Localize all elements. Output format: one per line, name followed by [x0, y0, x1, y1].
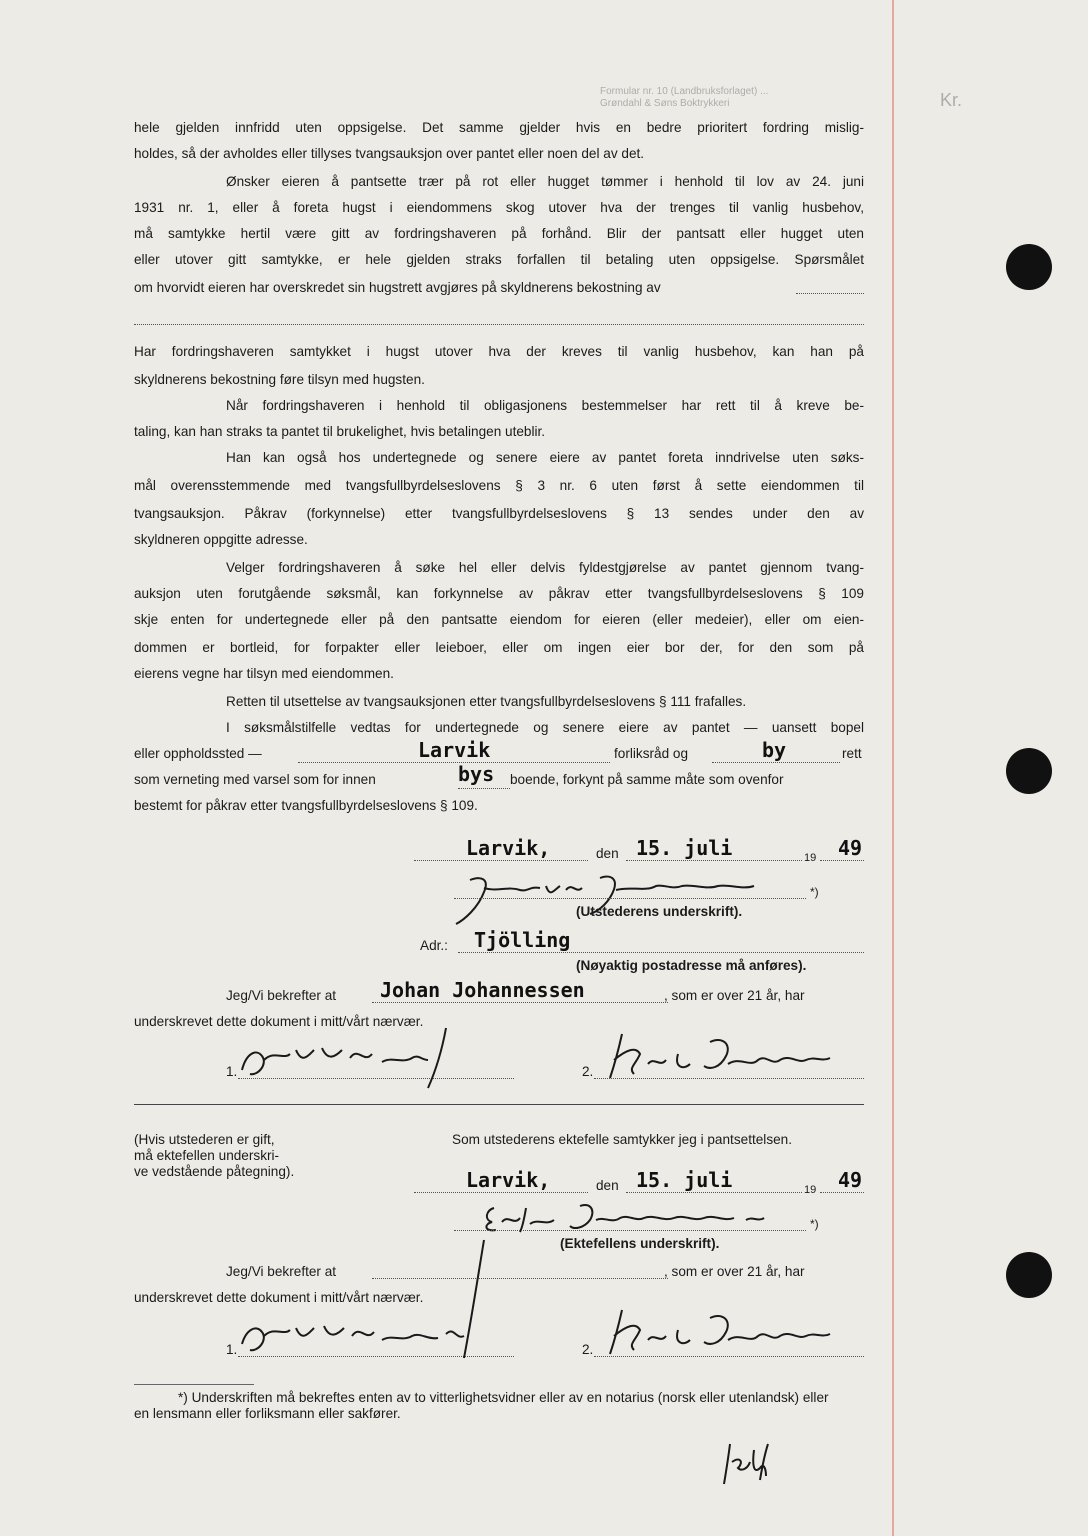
venue-prefix: eller oppholdssted — [134, 746, 262, 761]
fill-line [458, 952, 864, 953]
fill-line [796, 293, 864, 294]
faint-imprint-2: Grøndahl & Søns Boktrykkeri [600, 98, 730, 109]
body-line: 1931 nr. 1, eller å foreta hugst i eiendommens skog utover hva der trenges til vanlig husbehov, [134, 200, 864, 215]
handwritten-year: 49 [838, 836, 863, 860]
body-line: skyldneren oppgitte adresse. [134, 532, 308, 547]
witness-2-label-2: 2. [582, 1342, 594, 1357]
date-den-2: den [596, 1178, 619, 1193]
venue2-prefix: som verneting med varsel som for innen [134, 772, 376, 787]
venue-last: bestemt for påkrav etter tvangsfullbyrdelseslovens § 109. [134, 798, 478, 813]
fill-line [298, 762, 610, 763]
fill-line [454, 898, 806, 899]
confirm-line2-2: underskrevet dette dokument i mitt/vårt nærvær. [134, 1290, 424, 1305]
witness-1-signature [232, 1020, 472, 1090]
footnote-rule [134, 1384, 254, 1385]
fill-line [626, 860, 802, 861]
spouse-consent: Som utstederens ektefelle samtykker jeg i pantsettelsen. [452, 1132, 793, 1147]
fill-line [712, 762, 840, 763]
confirm-suffix: , som er over 21 år, har [664, 988, 805, 1003]
body-line: taling, kan han straks ta pantet til brukelighet, hvis betalingen uteblir. [134, 424, 546, 439]
body-line: eller utover gitt samtykke, er hele gjelden straks forfallen til betaling uten oppsigelse. Spørsmålet [134, 252, 864, 267]
handwritten-date-2: 15. juli [636, 1168, 733, 1192]
fill-line [414, 860, 588, 861]
witness-2-signature [600, 1024, 860, 1084]
handwritten-place: Larvik, [466, 836, 551, 860]
handwritten-address: Tjölling [474, 928, 571, 952]
fill-line [626, 1192, 802, 1193]
venue-mid: forliksråd og [614, 746, 689, 761]
confirm-suffix-2: , som er over 21 år, har [664, 1264, 805, 1279]
handwritten-year-2: 49 [838, 1168, 863, 1192]
body-line: hele gjelden innfridd uten oppsigelse. Det samme gjelder hvis en bedre prioritert fordring mislig- [134, 120, 864, 135]
body-line: dommen er bortleid, for forpakter eller leieboer, eller om ingen eier bor der, for den som på [134, 640, 864, 655]
spouse-caption: (Ektefellens underskrift). [560, 1236, 720, 1251]
body-line: Han kan også hos undertegnede og senere eiere av pantet foreta inndrivelse uten søks- [226, 450, 864, 465]
body-line: eierens vegne har tilsyn med eiendommen. [134, 666, 394, 681]
venue-suffix: rett [842, 746, 862, 761]
handwritten-place-2: Larvik, [466, 1168, 551, 1192]
handwritten-venue2-fill: bys [458, 762, 495, 786]
fill-line [820, 1192, 864, 1193]
address-caption: (Nøyaktig postadresse må anføres). [576, 958, 807, 973]
venue2-suffix: boende, forkynt på samme måte som ovenfor [510, 772, 784, 787]
fill-line [820, 860, 864, 861]
witness-2-signature-2 [600, 1302, 860, 1358]
spouse-signature [480, 1198, 780, 1238]
issuer-caption: (Utstederens underskrift). [576, 904, 743, 919]
confirm-prefix: Jeg/Vi bekrefter at [226, 988, 337, 1003]
witness-1-label-2: 1. [226, 1342, 238, 1357]
body-line: Ønsker eieren å pantsette trær på rot eller hugget tømmer i henhold til lov av 24. juni [226, 174, 864, 189]
fill-line [454, 1230, 806, 1231]
section-divider [134, 1104, 864, 1105]
address-label: Adr.: [420, 938, 448, 953]
body-line: mål overensstemmende med tvangsfullbyrdelseslovens § 3 nr. 6 uten først å sette eiendommen til [134, 478, 864, 493]
fill-line [414, 1192, 588, 1193]
body-line: Når fordringshaveren i henhold til obligasjonens bestemmelser har rett til å kreve be- [226, 398, 864, 413]
confirm-line2: underskrevet dette dokument i mitt/vårt nærvær. [134, 1014, 424, 1029]
fill-line [458, 788, 510, 789]
body-line: holdes, så der avholdes eller tillyses tvangsauksjon over pantet eller noen del av det. [134, 146, 645, 161]
footnote-line-1: *) Underskriften må bekreftes enten av to vitterlighetsvidner eller av en notarius (norsk eller utenlandsk) eller [178, 1390, 829, 1405]
handwritten-venue-type: by [762, 738, 787, 762]
spouse-note-1: (Hvis utstederen er gift, [134, 1132, 275, 1147]
body-line: om hvorvidt eieren har overskredet sin hugstrett avgjøres på skyldnerens bekostning av [134, 280, 661, 295]
fill-line [134, 324, 864, 325]
initials-mark [720, 1432, 780, 1492]
faint-imprint: Formular nr. 10 (Landbruksforlaget) ... [600, 86, 769, 97]
asterisk: *) [810, 885, 819, 899]
witness-1-signature-2 [232, 1236, 492, 1366]
page-mark: Kr. [940, 90, 963, 110]
body-line: auksjon uten forutgående søksmål, kan forkynnelse av påkrav etter tvangsfullbyrdelseslovens § 109 [134, 586, 864, 601]
punch-hole-middle [1006, 748, 1052, 794]
handwritten-venue-city: Larvik [418, 738, 491, 762]
spouse-note-3: ve vedstående påtegning). [134, 1164, 295, 1179]
handwritten-confirm-name: Johan Johannessen [380, 978, 585, 1002]
body-line: skje enten for undertegnede eller på den pantsatte eiendom for eieren (eller medeier), eller om eien- [134, 612, 864, 627]
margin-line [892, 0, 894, 1536]
witness-1-label: 1. [226, 1064, 238, 1079]
body-line: må samtykke hertil være gitt av fordringshaveren på forhånd. Blir der pantsatt eller hugget uten [134, 226, 864, 241]
footnote-line-2: en lensmann eller forliksmann eller sakfører. [134, 1406, 401, 1421]
handwritten-date: 15. juli [636, 836, 733, 860]
body-line: Har fordringshaveren samtykket i hugst utover hva der kreves til vanlig husbehov, kan han på [134, 344, 864, 359]
body-line: skyldnerens bekostning føre tilsyn med hugsten. [134, 372, 425, 387]
punch-hole-top [1006, 244, 1052, 290]
fill-line [372, 1002, 668, 1003]
year-prefix: 19 [804, 852, 817, 864]
asterisk-2: *) [810, 1217, 819, 1231]
body-line: Retten til utsettelse av tvangsauksjonen etter tvangsfullbyrdelseslovens § 111 frafalles. [226, 694, 747, 709]
witness-2-label: 2. [582, 1064, 594, 1079]
body-line: tvangsauksjon. Påkrav (forkynnelse) etter tvangsfullbyrdelseslovens § 13 sendes under den av [134, 506, 864, 521]
body-line: Velger fordringshaveren å søke hel eller delvis fyldestgjørelse av pantet gjennom tvang- [226, 560, 864, 575]
body-line: I søksmålstilfelle vedtas for undertegnede og senere eiere av pantet — uansett bopel [226, 720, 864, 735]
confirm-prefix-2: Jeg/Vi bekrefter at [226, 1264, 337, 1279]
punch-hole-bottom [1006, 1252, 1052, 1298]
date-den: den [596, 846, 619, 861]
spouse-note-2: må ektefellen underskri- [134, 1148, 280, 1163]
year-prefix-2: 19 [804, 1184, 817, 1196]
